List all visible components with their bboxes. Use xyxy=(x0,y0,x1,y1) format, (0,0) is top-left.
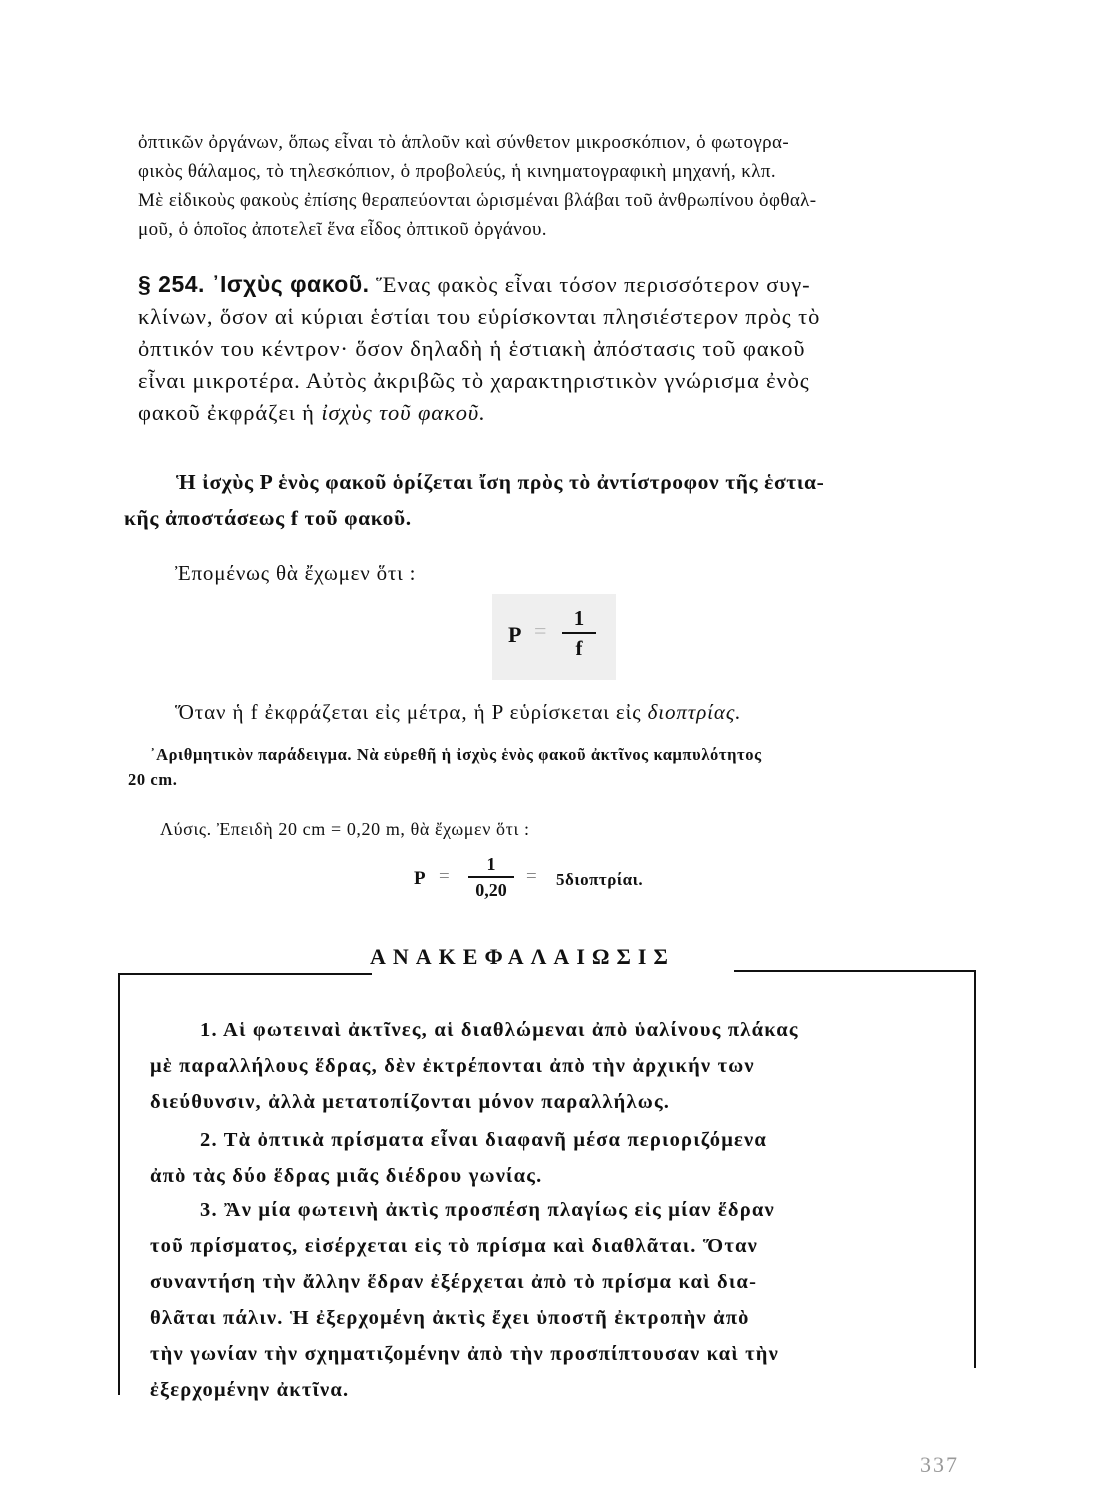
italic-term: διοπτρίας. xyxy=(647,700,742,724)
page-number: 337 xyxy=(920,1452,959,1477)
text-line xyxy=(138,397,990,429)
box-border-left xyxy=(118,973,120,1395)
example-paragraph xyxy=(128,742,982,792)
text-line: ᾿Αριθμητικὸν παράδειγμα. Νὰ εὑρεθῆ ἡ ἰσχὺς ἑνὸς φακοῦ ἀκτῖνος καμπυλότητος xyxy=(150,745,762,764)
text-line: διεύθυνσιν, ἀλλὰ μετατοπίζονται μόνον παραλλήλως. xyxy=(150,1091,671,1113)
formula2-equals: = xyxy=(439,866,450,887)
formula1-numerator: 1 xyxy=(573,606,585,630)
summary-item-1 xyxy=(150,1012,935,1120)
text-line xyxy=(138,268,990,301)
solution-line: Λύσις. Ἐπειδὴ 20 cm = 0,20 m, θὰ ἔχωμεν ὅτι : xyxy=(160,819,530,839)
summary-item-2 xyxy=(150,1122,935,1194)
section-heading: § 254. ᾿Ισχὺς φακοῦ. xyxy=(138,271,370,297)
definition-paragraph xyxy=(124,464,991,536)
fraction-bar xyxy=(562,632,596,634)
text-line: Ἡ ἰσχὺς P ἑνὸς φακοῦ ὁρίζεται ἴση πρὸς τὸ ἀντίστροφον τῆς ἑστια- xyxy=(176,470,825,494)
fraction-bar xyxy=(468,876,514,878)
text-line: 2. Τὰ ὀπτικὰ πρίσματα εἶναι διαφανῆ μέσα περιοριζόμενα xyxy=(200,1129,767,1151)
text-line: ἀπὸ τὰς δύο ἕδρας μιᾶς διέδρου γωνίας. xyxy=(150,1165,543,1187)
text-line: τοῦ πρίσματος, εἰσέρχεται εἰς τὸ πρίσμα καὶ διαθλᾶται. Ὅταν xyxy=(150,1235,758,1257)
box-border-right xyxy=(974,970,976,1368)
text-line: ἐξερχομένην ἀκτῖνα. xyxy=(150,1379,350,1401)
box-border-top-right xyxy=(734,970,976,972)
italic-term: ἰσχὺς τοῦ φακοῦ. xyxy=(321,400,486,425)
formula2-numerator: 1 xyxy=(486,854,496,874)
text-line: 20 cm. xyxy=(128,770,178,789)
formula1-fraction xyxy=(562,606,596,660)
text-line: μοῦ, ὁ ὁποῖος ἀποτελεῖ ἕνα εἶδος ὀπτικοῦ ὀργάνου. xyxy=(138,219,547,240)
text-line: μὲ παραλλήλους ἕδρας, δὲν ἐκτρέπονται ἀπὸ τὴν ἀρχικήν των xyxy=(150,1055,755,1077)
intro-paragraph xyxy=(138,128,990,244)
section-last-line: φακοῦ ἐκφράζει ἡ xyxy=(138,400,322,425)
text-line: συναντήση τὴν ἄλλην ἕδραν ἐξέρχεται ἀπὸ τὸ πρίσμα καὶ δια- xyxy=(150,1271,758,1293)
formula1-lhs: P xyxy=(508,622,522,647)
formula2-equals-2: = xyxy=(526,866,537,887)
text-line: εἶναι μικροτέρα. Αὐτὸς ἀκριβῶς τὸ χαρακτηριστικὸν γνώρισμα ἐνὸς xyxy=(138,368,810,393)
summary-title: ΑΝΑΚΕΦΑΛΑΙΩΣΙΣ xyxy=(370,944,675,969)
text-line: τὴν γωνίαν τὴν σχηματιζομένην ἀπὸ τὴν προσπίπτουσαν καὶ τὴν xyxy=(150,1343,779,1365)
text-line: φικὸς θάλαμος, τὸ τηλεσκόπιον, ὁ προβολεύς, ἡ κινηματογραφικὴ μηχανή, κλπ. xyxy=(138,161,777,182)
text-line: ὀπτικῶν ὀργάνων, ὅπως εἶναι τὸ ἁπλοῦν καὶ σύνθετον μικροσκόπιον, ὁ φωτογρα- xyxy=(138,132,790,153)
formula2-denominator: 0,20 xyxy=(475,879,507,900)
section-first-line: Ἕνας φακὸς εἶναι τόσον περισσότερον συγ- xyxy=(369,272,811,297)
text-line: κῆς ἀποστάσεως f τοῦ φακοῦ. xyxy=(124,506,412,530)
units-sentence xyxy=(175,696,1027,728)
summary-item-3 xyxy=(150,1192,935,1408)
formula2-lhs: P xyxy=(414,868,426,889)
formula2-result: 5διοπτρίαι. xyxy=(556,870,644,889)
text-line: θλᾶται πάλιν. Ἡ ἐξερχομένη ἀκτὶς ἔχει ὑποστῆ ἐκτροπὴν ἀπὸ xyxy=(150,1307,750,1329)
formula2-fraction xyxy=(468,854,514,900)
box-border-top-left xyxy=(118,973,372,975)
text-line: 1. Αἱ φωτειναὶ ἀκτῖνες, αἱ διαθλώμεναι ἀπὸ ὑαλίνους πλάκας xyxy=(200,1019,799,1041)
section-254-paragraph xyxy=(138,268,990,429)
units-text: Ὅταν ἡ f ἐκφράζεται εἰς μέτρα, ἡ P εὑρίσκεται εἰς xyxy=(175,700,648,724)
text-line: Μὲ εἰδικοὺς φακοὺς ἐπίσης θεραπεύονται ὡρισμέναι βλάβαι τοῦ ἀνθρωπίνου ὀφθαλ- xyxy=(138,190,817,211)
therefore-line: Ἐπομένως θὰ ἔχωμεν ὅτι : xyxy=(175,561,417,585)
formula1-equals: = xyxy=(534,618,547,643)
formula1-denominator: f xyxy=(575,635,583,660)
text-line: ὀπτικόν του κέντρον· ὅσον δηλαδὴ ἡ ἑστιακὴ ἀπόστασις τοῦ φακοῦ xyxy=(138,336,806,361)
text-line: 3. Ἂν μία φωτεινὴ ἀκτὶς προσπέση πλαγίως εἰς μίαν ἕδραν xyxy=(200,1199,775,1221)
text-line: κλίνων, ὅσον αἱ κύριαι ἑστίαι του εὑρίσκονται πλησιέστερον πρὸς τὸ xyxy=(138,304,821,329)
